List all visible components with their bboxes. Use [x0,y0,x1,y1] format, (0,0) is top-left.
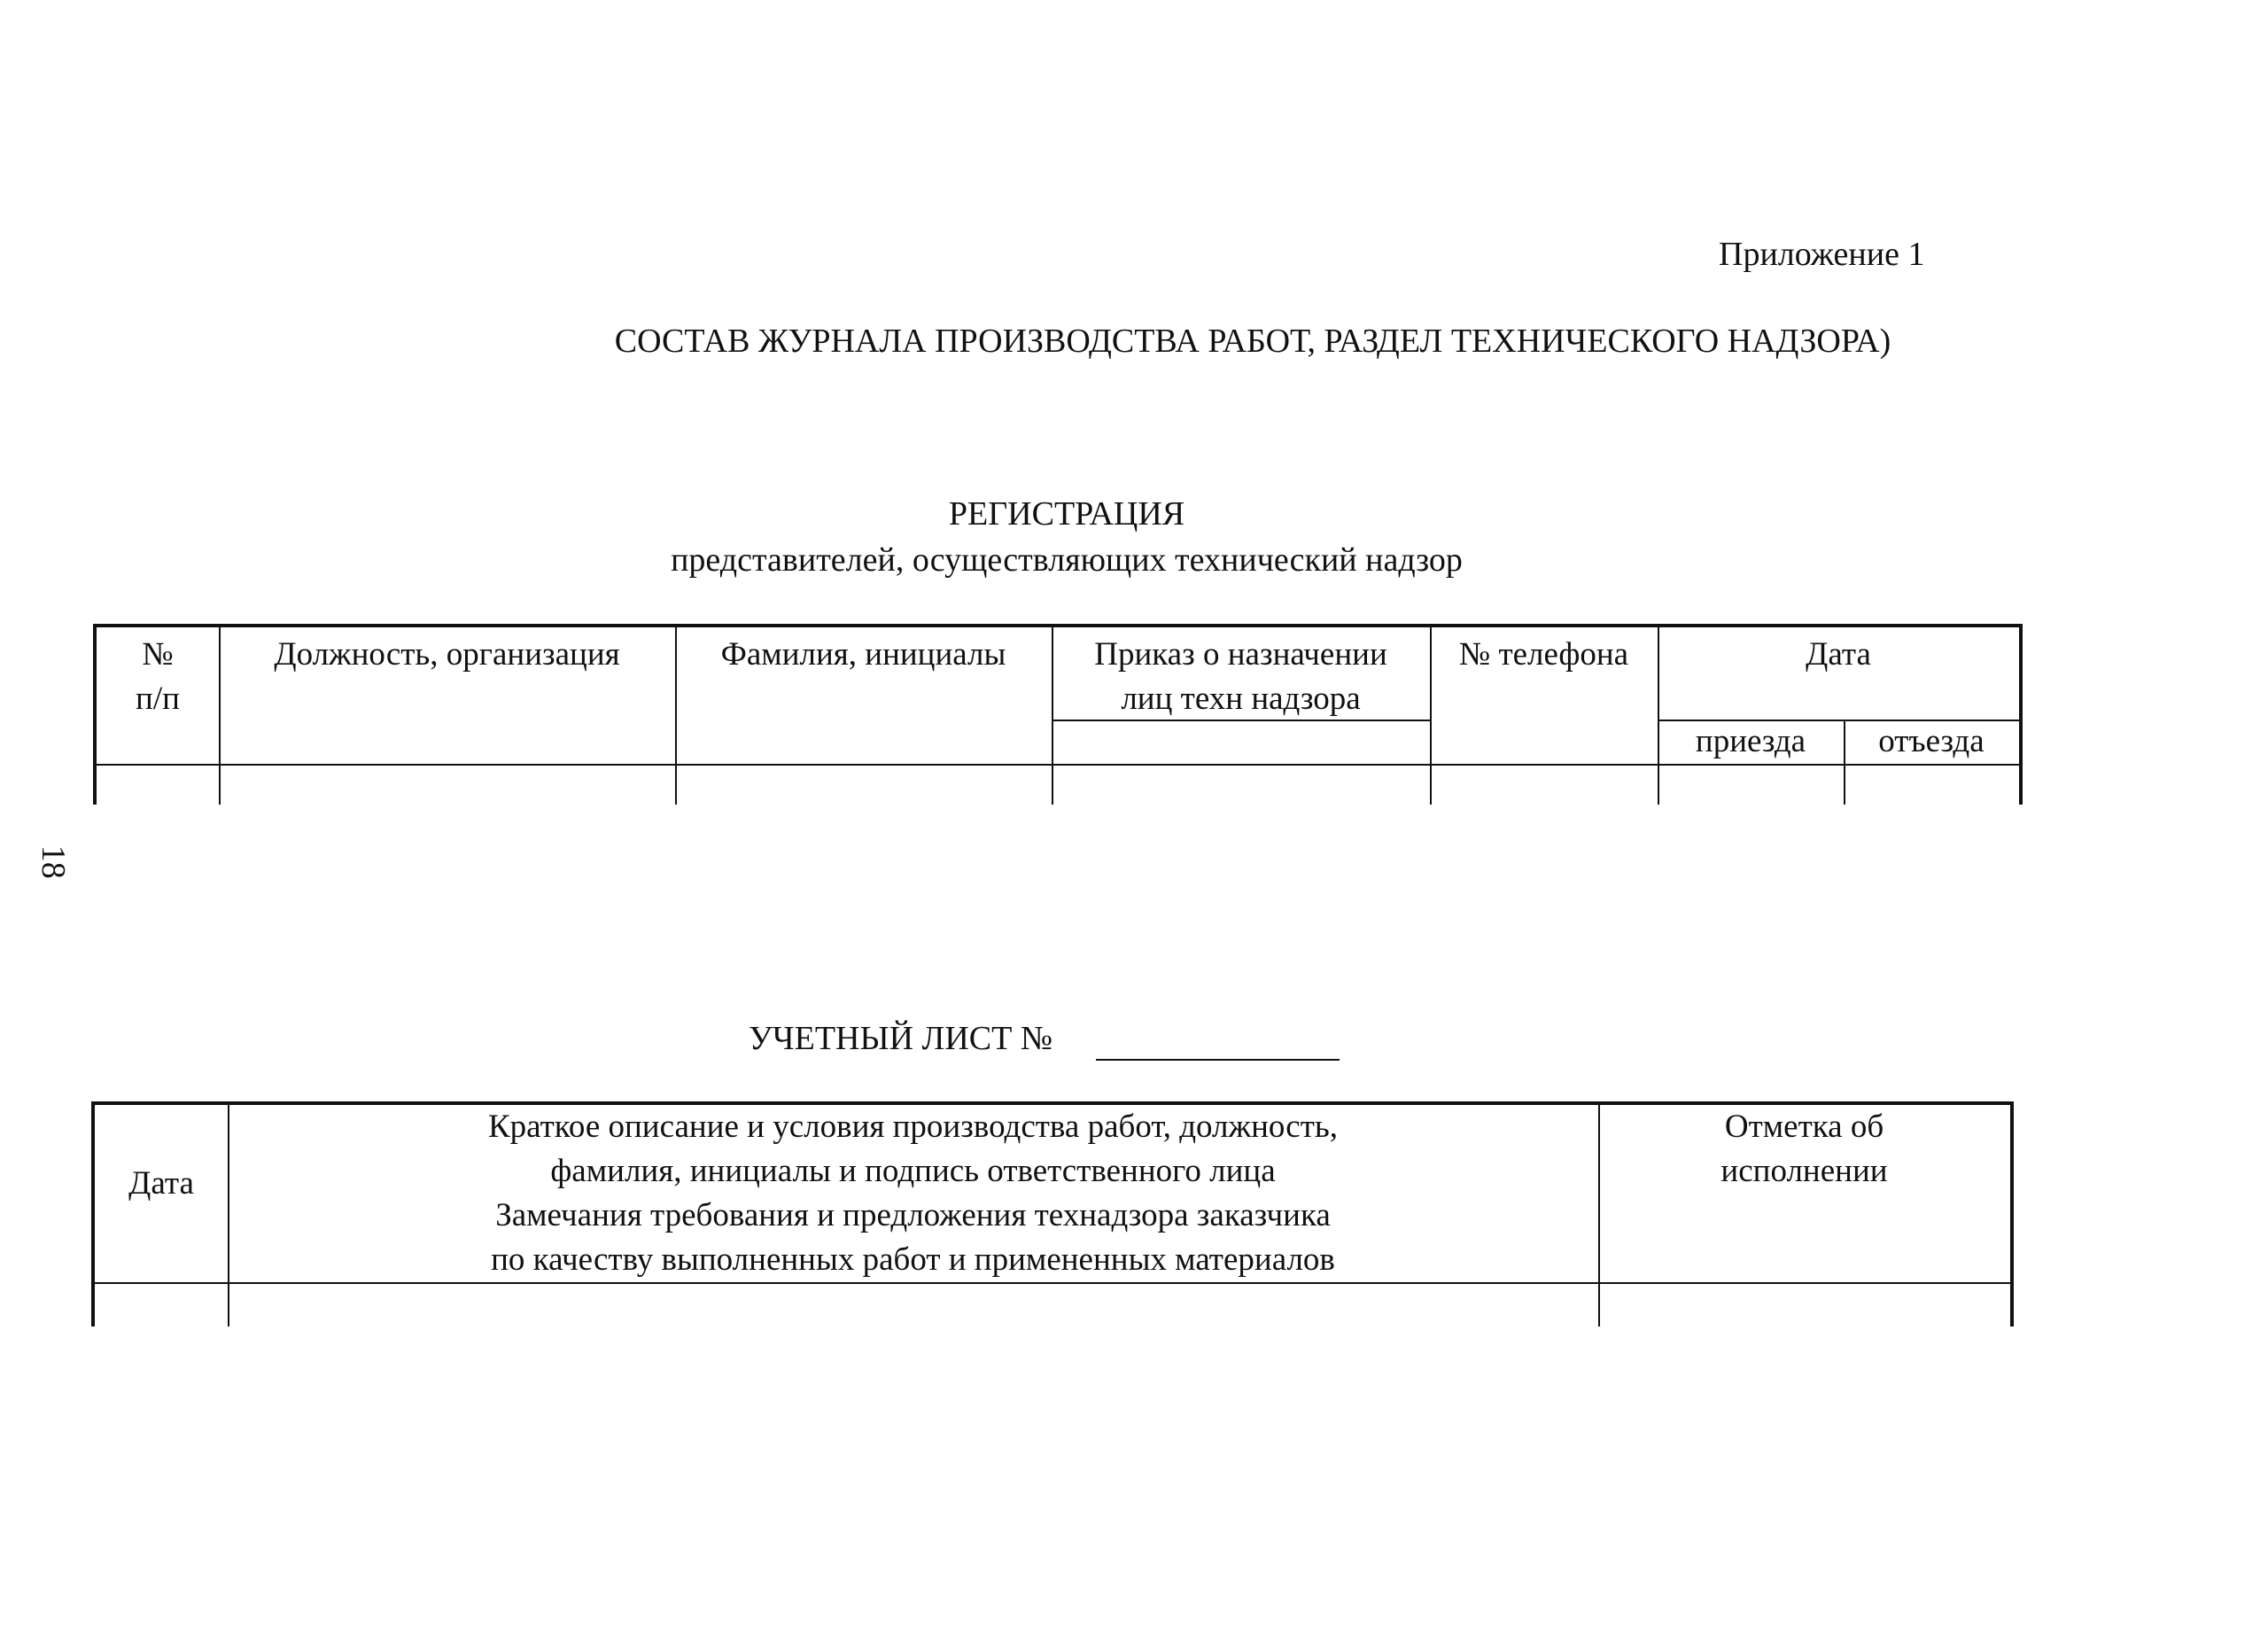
header-name: Фамилия, инициалы [720,636,1006,673]
header-arrival: приезда [1695,723,1806,759]
record-sheet-number-blank [1096,1059,1340,1061]
record-sheet-table [91,1101,2014,1326]
header-bottom-line [95,1282,2010,1284]
header-description-3: Замечания требования и предложения технадзора заказчика [495,1197,1331,1233]
header-description-2: фамилия, инициалы и подпись ответственного лица [550,1153,1276,1189]
header-num-sub: п/п [136,681,180,717]
header-bottom-line [97,764,2019,766]
registration-title: РЕГИСТРАЦИЯ [948,495,1185,533]
registration-subtitle: представителей, осуществляющих технический надзор [671,541,1463,579]
page-number: 18 [34,844,72,879]
header-order: Приказ о назначении [1094,636,1387,673]
header-description-1: Краткое описание и условия производства работ, должность, [487,1109,1339,1145]
header-order-sub: лиц техн надзора [1121,681,1361,717]
header-mark-sub: исполнении [1720,1153,1888,1189]
header-num: № [142,636,174,673]
header-mark: Отметка об [1724,1109,1884,1145]
header-description-4: по качеству выполненных работ и примененных материалов [491,1241,1335,1278]
composition-title: СОСТАВ ЖУРНАЛА ПРОИЗВОДСТВА РАБОТ, РАЗДЕЛ ТЕХНИЧЕСКОГО НАДЗОРА) [614,323,1891,360]
header-date: Дата [1806,636,1871,673]
appendix-label: Приложение 1 [1719,236,1925,273]
header-date: Дата [128,1165,194,1202]
registration-table [93,624,2023,805]
header-departure: отъезда [1878,723,1984,759]
header-position: Должность, организация [274,636,620,673]
record-sheet-title: УЧЕТНЫЙ ЛИСТ № [749,1020,1053,1057]
header-phone: № телефона [1458,636,1629,673]
